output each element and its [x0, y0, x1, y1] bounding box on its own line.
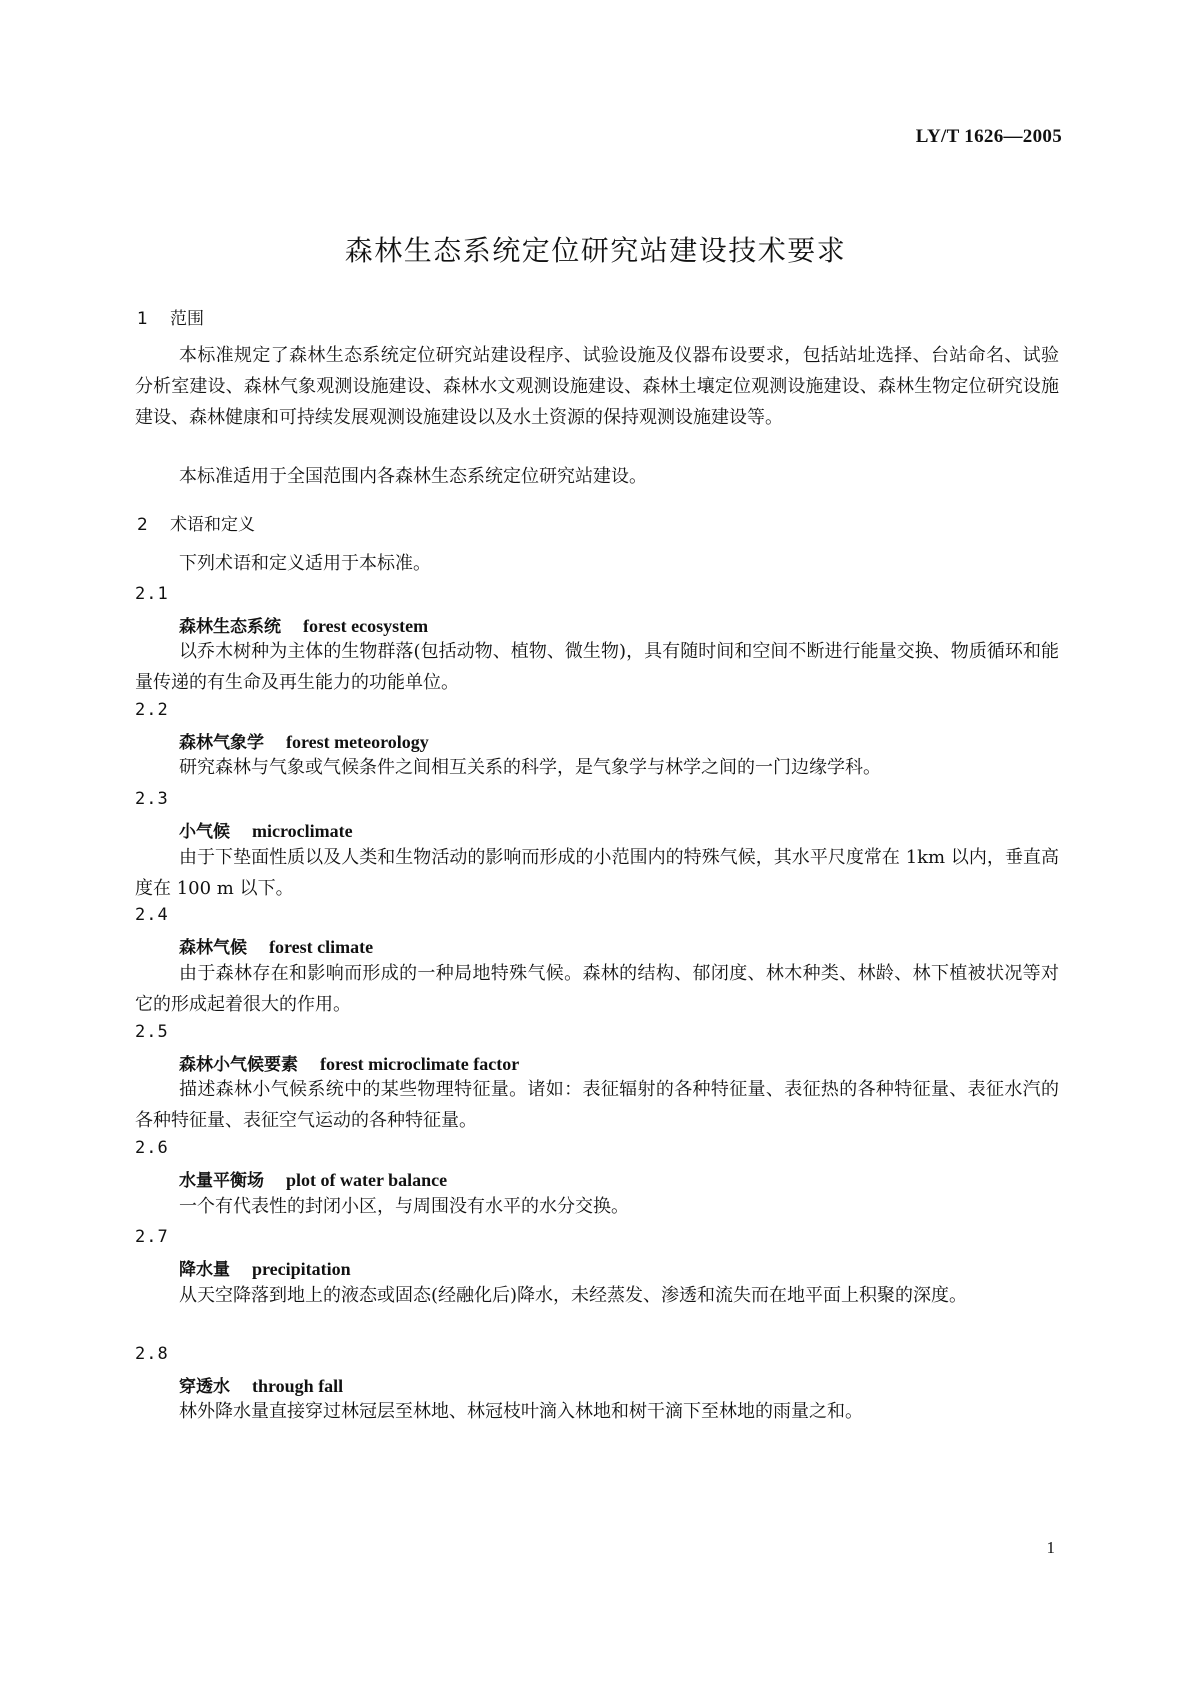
term-heading — [179, 728, 429, 753]
section-1-heading — [137, 304, 204, 329]
term-definition: 由于森林存在和影响而形成的一种局地特殊气候。森林的结构、郁闭度、林木种类、林龄、林下植被状况等对它的形成起着很大的作用。 — [135, 963, 1059, 1015]
clause-number: 2.6 — [135, 1138, 169, 1158]
term-en: forest microclimate factor — [320, 1054, 520, 1074]
term-en: plot of water balance — [286, 1170, 448, 1190]
term-heading — [179, 817, 353, 842]
term-heading — [179, 933, 373, 958]
section-number: 2 — [137, 515, 148, 535]
term-en: precipitation — [252, 1259, 351, 1279]
term-zh: 降水量 — [179, 1260, 230, 1280]
term-zh: 穿透水 — [179, 1377, 230, 1397]
term-zh: 森林气象学 — [179, 733, 264, 753]
term-definition: 由于下垫面性质以及人类和生物活动的影响而形成的小范围内的特殊气候，其水平尺度常在 1km 以内，垂直高度在 100 m 以下。 — [135, 847, 1059, 899]
document-title: 森林生态系统定位研究站建设技术要求 — [344, 234, 847, 267]
clause-number: 2.5 — [135, 1022, 169, 1042]
term-definition: 研究森林与气象或气候条件之间相互关系的科学，是气象学与林学之间的一门边缘学科。 — [179, 757, 881, 778]
term-heading — [179, 1255, 351, 1280]
standard-code: LY/T 1626—2005 — [915, 126, 1062, 147]
term-definition: 一个有代表性的封闭小区，与周围没有水平的水分交换。 — [179, 1196, 629, 1217]
term-zh: 森林生态系统 — [179, 617, 281, 637]
section-title: 术语和定义 — [170, 515, 255, 535]
term-heading — [179, 1372, 343, 1397]
term-en: forest climate — [269, 937, 374, 957]
term-heading — [179, 1166, 447, 1191]
scope-applicability-paragraph: 本标准适用于全国范围内各森林生态系统定位研究站建设。 — [179, 466, 647, 487]
term-definition: 描述森林小气候系统中的某些物理特征量。诸如：表征辐射的各种特征量、表征热的各种特征量、表征水汽的各种特征量、表征空气运动的各种特征量。 — [135, 1079, 1059, 1131]
term-en: forest ecosystem — [303, 616, 429, 636]
page-number: 1 — [1046, 1538, 1055, 1557]
term-en: through fall — [252, 1376, 344, 1396]
section-2-heading — [137, 510, 255, 535]
scope-paragraph: 本标准规定了森林生态系统定位研究站建设程序、试验设施及仪器布设要求，包括站址选择、台站命名、试验分析室建设、森林气象观测设施建设、森林水文观测设施建设、森林土壤定位观测设施建设、森林生物定位研究设施建设、森林健康和可持续发展观测设施建设以及水土资源的保持观测设施建设等。 — [135, 345, 1059, 428]
term-heading — [179, 1050, 519, 1075]
term-en: microclimate — [252, 821, 353, 841]
term-heading — [179, 612, 428, 637]
clause-number: 2.7 — [135, 1227, 169, 1247]
clause-number: 2.1 — [135, 584, 169, 604]
term-zh: 小气候 — [179, 822, 230, 842]
term-zh: 森林小气候要素 — [179, 1055, 298, 1075]
section-title: 范围 — [170, 309, 204, 329]
section-number: 1 — [137, 309, 148, 329]
term-zh: 森林气候 — [179, 938, 247, 958]
term-definition: 从天空降落到地上的液态或固态(经融化后)降水，未经蒸发、渗透和流失而在地平面上积聚的深度。 — [179, 1285, 968, 1306]
term-zh: 水量平衡场 — [179, 1171, 264, 1191]
clause-number: 2.3 — [135, 789, 169, 809]
clause-number: 2.8 — [135, 1344, 169, 1364]
term-definition: 林外降水量直接穿过林冠层至林地、林冠枝叶滴入林地和树干滴下至林地的雨量之和。 — [179, 1401, 863, 1422]
term-definition: 以乔木树种为主体的生物群落(包括动物、植物、微生物)，具有随时间和空间不断进行能量交换、物质循环和能量传递的有生命及再生能力的功能单位。 — [135, 641, 1059, 693]
clause-number: 2.4 — [135, 905, 169, 925]
terms-intro: 下列术语和定义适用于本标准。 — [179, 553, 431, 574]
term-en: forest meteorology — [286, 732, 429, 752]
clause-number: 2.2 — [135, 700, 169, 720]
